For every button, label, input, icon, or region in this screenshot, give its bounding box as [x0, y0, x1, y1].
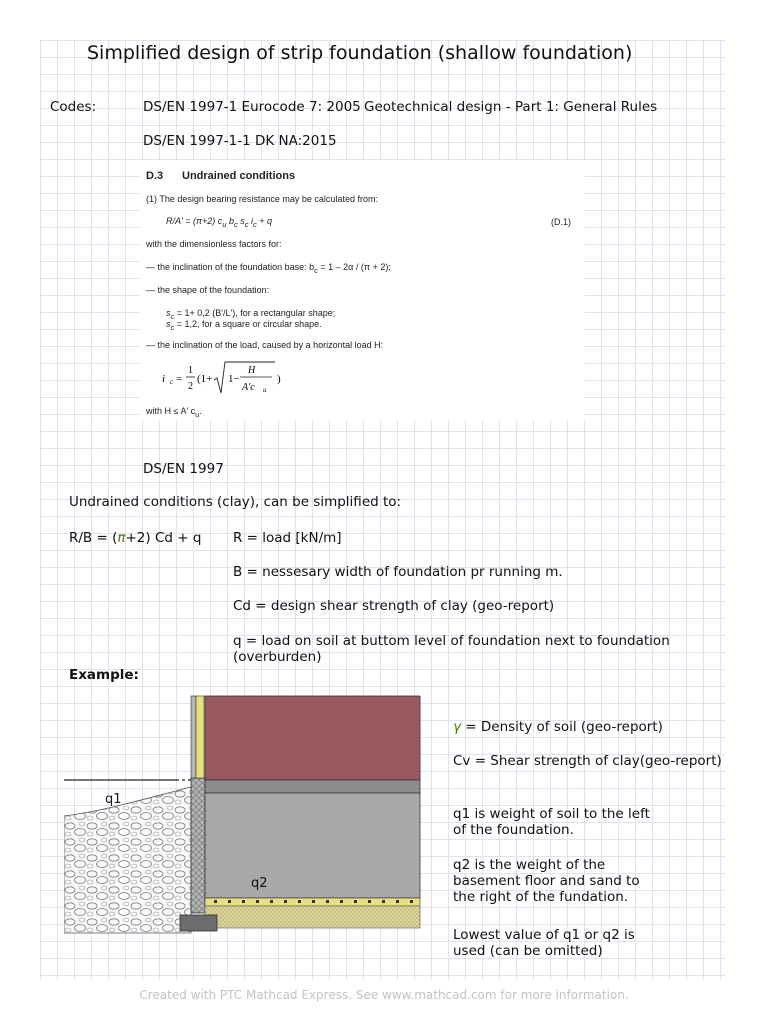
excerpt-shape: — the shape of the foundation: [146, 285, 270, 295]
strip-footing [180, 915, 217, 931]
building-facade [205, 696, 420, 780]
simplified-intro: Undrained conditions (clay), can be simplified to: [69, 494, 402, 510]
codes-label: Codes: [50, 99, 97, 115]
definition-q: q = load on soil at buttom level of foundation next to foundation [233, 633, 670, 649]
code-dk-na: DS/EN 1997-1-1 DK NA:2015 [143, 133, 337, 149]
ic-frac-num: H [248, 365, 256, 376]
q2-label: q2 [251, 876, 268, 891]
foundation-diagram [64, 693, 422, 938]
gamma-symbol: γ [453, 719, 461, 735]
note-q2-line2: basement floor and sand to [453, 873, 640, 889]
q1-label: q1 [105, 792, 122, 807]
note-q2-line1: q2 is the weight of the [453, 857, 606, 873]
insulation-layer [196, 696, 204, 778]
excerpt-inclination-base: — the inclination of the foundation base: $b_c = 1 - 2\alpha / (\pi + 2)$; [146, 262, 391, 275]
pi-symbol: π [117, 530, 126, 546]
ic-inner-one: 1− [228, 373, 240, 385]
basement-wall [191, 778, 205, 913]
excerpt-sc-square: $s_c = 1,2$, for a square or circular shape. [166, 319, 322, 332]
excerpt-with-h: with H ≤ A' $c_u$. [146, 406, 202, 419]
excerpt-intro: (1) The design bearing resistance may be calculated from: [146, 194, 378, 204]
excerpt-inclination-load: — the inclination of the load, caused by a horizontal load H: [146, 340, 384, 350]
ic-half-num: 1 [188, 365, 193, 376]
note-q1-line2: of the foundation. [453, 822, 574, 838]
excerpt-formula-main: R/A' = (π+2) $c_u$ $b_c$ $s_c$ $i_c + q$ [166, 216, 272, 229]
svg-text:c: c [170, 378, 174, 386]
excerpt-eq-number: (D.1) [551, 217, 571, 227]
ds-en-reference: DS/EN 1997 [143, 461, 224, 477]
excerpt-section-number: D.3 [146, 170, 164, 182]
definition-q-overburden: (overburden) [233, 649, 322, 665]
excerpt-section-title: Undrained conditions [182, 170, 296, 182]
note-lowest-line2: used (can be omitted) [453, 943, 603, 959]
ic-inner: (1+ [197, 373, 213, 385]
definition-b: B = nessesary width of foundation pr running m. [233, 564, 563, 580]
code-en1997-1: DS/EN 1997-1 Eurocode 7: 2005 [143, 99, 361, 115]
note-cv: Cv = Shear strength of clay(geo-report) [453, 753, 722, 769]
code-en1997-1-desc: Geotechnical design - Part 1: General Rules [364, 99, 658, 115]
note-gamma: γ = Density of soil (geo-report) [453, 719, 663, 735]
example-label: Example: [69, 667, 139, 683]
soil-fill [64, 787, 191, 933]
ic-frac-den: A'c [242, 382, 255, 393]
svg-text:u: u [263, 386, 267, 394]
eurocode-excerpt [140, 160, 585, 420]
definition-r: R = load [kN/m] [233, 530, 342, 546]
mathcad-footer: Created with PTC Mathcad Express. See www.mathcad.com for more information. [139, 988, 629, 1002]
note-lowest-line1: Lowest value of q1 or q2 is [453, 927, 635, 943]
excerpt-with-factors: with the dimensionless factors for: [146, 239, 282, 249]
excerpt-sc-rect: $s_c = 1+ 0,2$ (B'/L'), for a rectangular shape; [166, 308, 336, 321]
excerpt-ic-formula [160, 358, 300, 400]
note-q1-line1: q1 is weight of soil to the left [453, 806, 650, 822]
sand-layer [205, 906, 420, 928]
note-q2-line3: the right of the fundation. [453, 889, 629, 905]
page-title: Simplified design of strip foundation (shallow foundation) [87, 42, 633, 64]
simplified-formula: R/B = (π+2) Cd + q [69, 530, 202, 546]
ic-half-den: 2 [188, 381, 193, 392]
ic-eq: = [176, 373, 183, 385]
ic-close: ) [277, 373, 281, 385]
basement-room [205, 793, 420, 898]
ic-symbol: i [162, 373, 166, 385]
definition-cd: Cd = design shear strength of clay (geo-report) [233, 598, 555, 614]
